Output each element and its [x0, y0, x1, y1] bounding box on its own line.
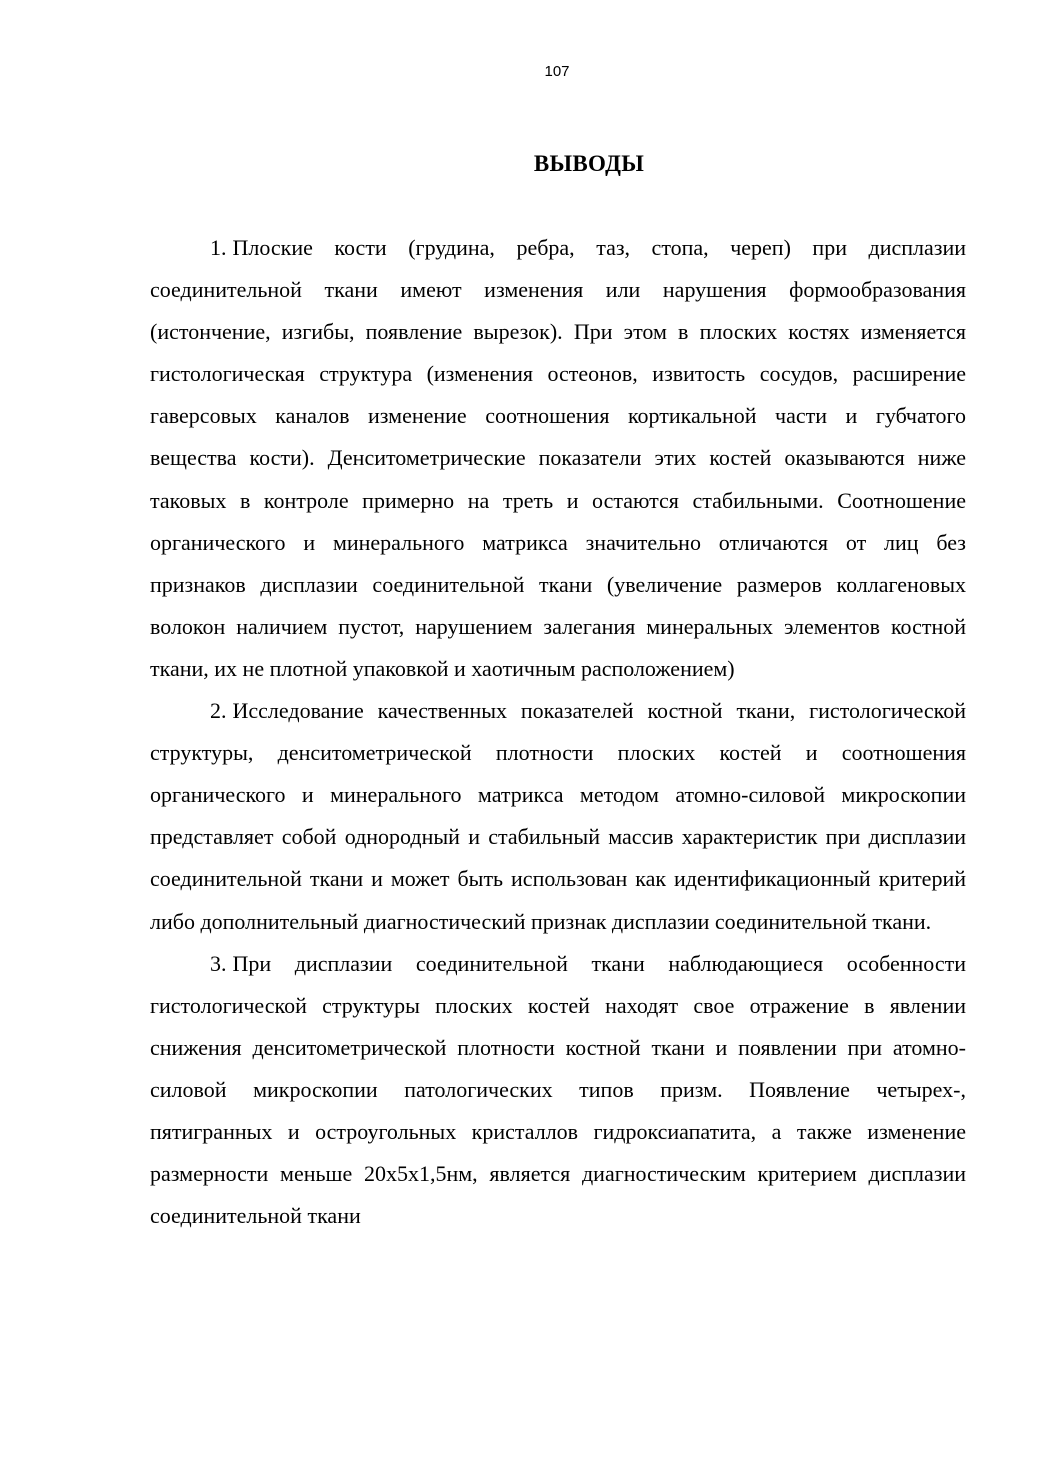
conclusion-item-1 [150, 227, 966, 690]
conclusions-list [150, 227, 966, 1237]
conclusion-item-3 [150, 943, 966, 1238]
conclusion-item-2 [150, 690, 966, 943]
page-number: 107 [544, 63, 570, 80]
conclusion-text: Исследование качественных показателей костной ткани, гистологической структуры, денситометрической плотности плоских костей и соотношения органического и минерального матрикса методом атомно-силовой микроскопии представляет собой однородный и стабильный массив характеристик при дисплазии соединительной ткани и может быть использован как идентификационный критерий либо дополнительный диагностический признак дисплазии соединительной ткани. [150, 698, 966, 934]
section-heading: ВЫВОДЫ [533, 151, 645, 176]
conclusion-number: 1. [210, 235, 227, 260]
conclusion-text: При дисплазии соединительной ткани наблюдающиеся особенности гистологической структуры плоских костей находят свое отражение в явлении снижения денситометрической плотности костной ткани и появлении при атомно-силовой микроскопии патологических типов призм. Появление четырех-, пятигранных и остроугольных кристаллов гидроксиапатита, а также изменение размерности меньше 20х5х1,5нм, является диагностическим критерием дисплазии соединительной ткани [150, 950, 966, 1229]
conclusion-number: 2. [210, 698, 227, 724]
conclusion-text: Плоские кости (грудина, ребра, таз, стопа, череп) при дисплазии соединительной ткани имеют изменения или нарушения формообразования (истончение, изгибы, появление вырезок). При этом в плоских костях изменяется гистологическая структура (изменения остеонов, извитость сосудов, расширение гаверсовых каналов изменение соотношения кортикальной части и губчатого вещества кости). Денситометрические показатели этих костей оказываются ниже таковых в контроле примерно на треть и остаются стабильными. Соотношение органического и минерального матрикса значительно отличаются от лиц без признаков дисплазии соединительной ткани (увеличение размеров коллагеновых волокон наличием пустот, нарушением залегания минеральных элементов костной ткани, их не плотной упаковкой и хаотичным расположением) [150, 235, 966, 681]
conclusion-number: 3. [210, 950, 227, 976]
